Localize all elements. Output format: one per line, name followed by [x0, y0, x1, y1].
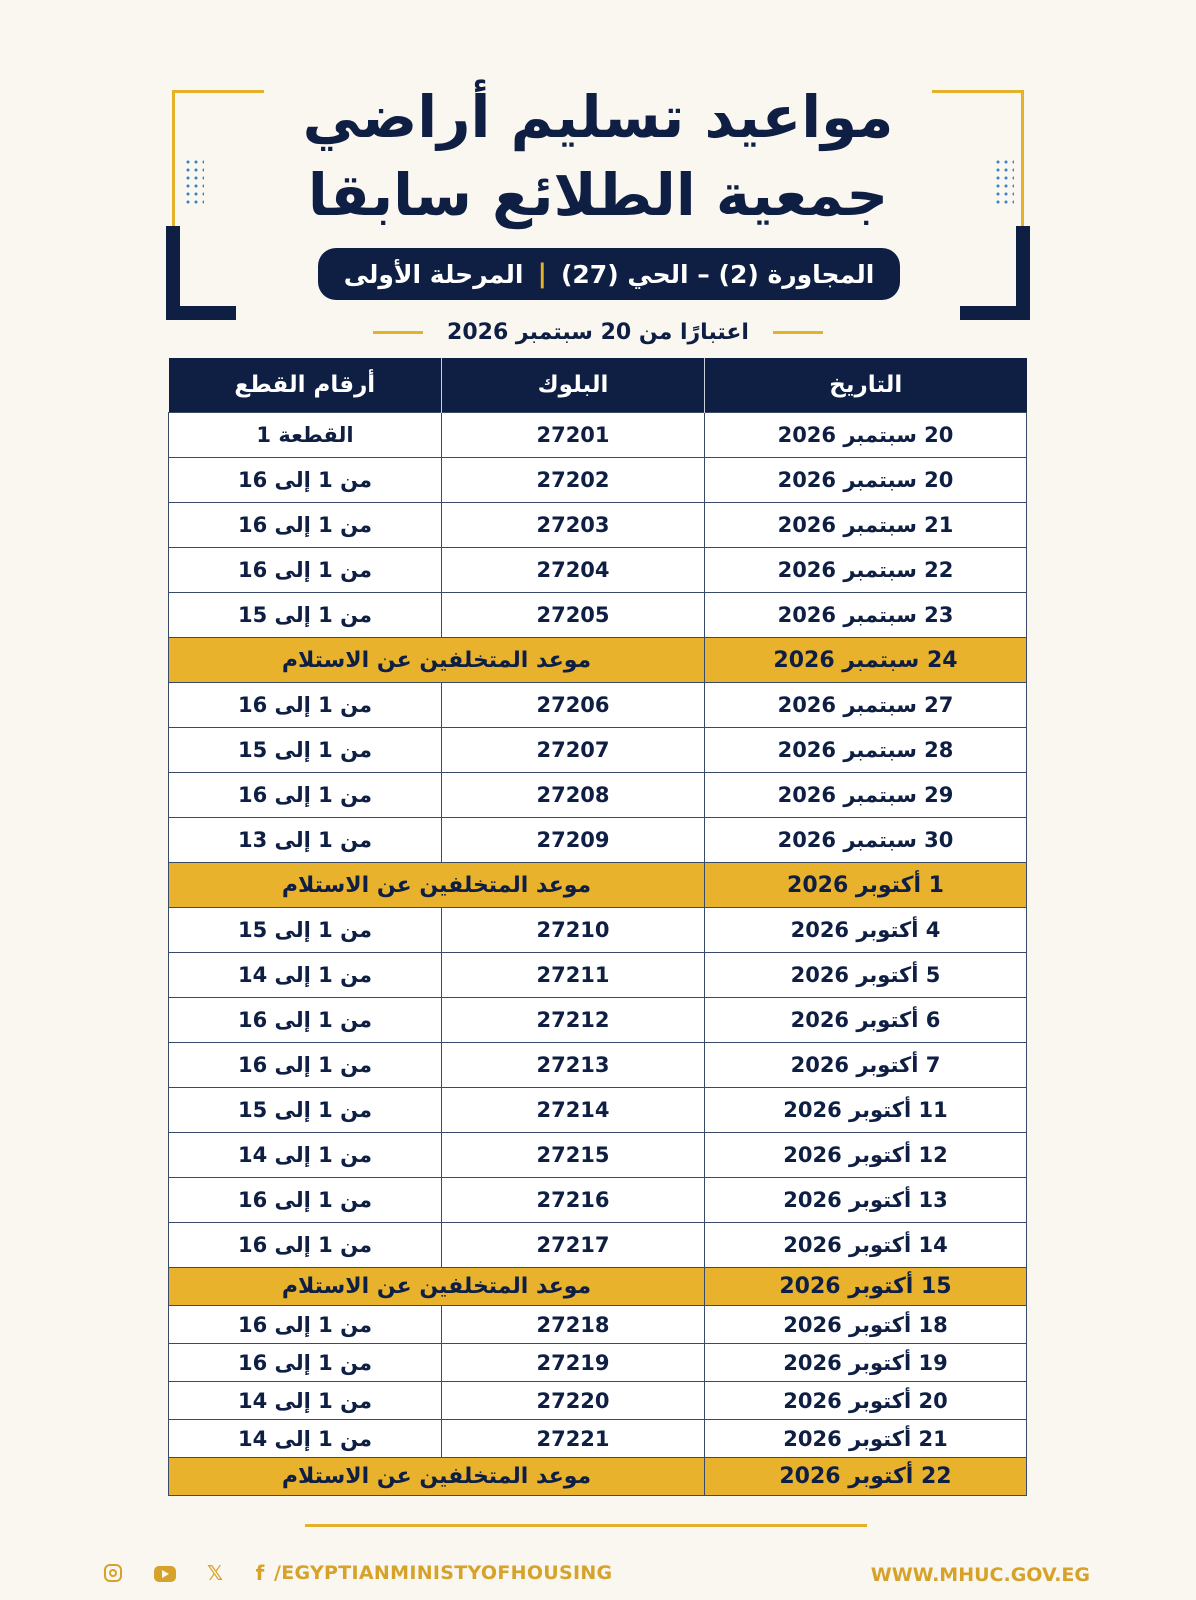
cell-date: 15 أكتوبر 2026 [705, 1268, 1027, 1306]
cell-plots: من 1 إلى 14 [169, 1133, 442, 1178]
pill-separator: | [537, 259, 547, 289]
table-header-row [169, 358, 1027, 413]
cell-date: 18 أكتوبر 2026 [705, 1306, 1027, 1344]
cell-plots: من 1 إلى 15 [169, 593, 442, 638]
dots-left [184, 158, 204, 206]
cell-block: 27212 [442, 998, 705, 1043]
cell-plots: من 1 إلى 16 [169, 1043, 442, 1088]
cell-date: 12 أكتوبر 2026 [705, 1133, 1027, 1178]
x-icon[interactable]: 𝕏 [206, 1561, 224, 1585]
cell-plots: من 1 إلى 16 [169, 773, 442, 818]
since-text: اعتبارًا من 20 سبتمبر 2026 [447, 319, 749, 345]
cell-block: 27216 [442, 1178, 705, 1223]
table-row [169, 818, 1027, 863]
cell-note: موعد المتخلفين عن الاستلام [169, 1458, 705, 1496]
cell-plots: من 1 إلى 16 [169, 1178, 442, 1223]
table-row [169, 503, 1027, 548]
cell-plots: من 1 إلى 14 [169, 1382, 442, 1420]
table-row [169, 1344, 1027, 1382]
cell-block: 27204 [442, 548, 705, 593]
cell-note: موعد المتخلفين عن الاستلام [169, 863, 705, 908]
cell-plots: من 1 إلى 14 [169, 953, 442, 998]
cell-date: 1 أكتوبر 2026 [705, 863, 1027, 908]
cell-plots: من 1 إلى 13 [169, 818, 442, 863]
since-bar-left [373, 331, 423, 334]
title-line-2: جمعية الطلائع سابقا [307, 161, 889, 229]
cell-block: 27218 [442, 1306, 705, 1344]
table-row-highlight [169, 863, 1027, 908]
footer [0, 1560, 1196, 1590]
table-row [169, 998, 1027, 1043]
cell-plots: من 1 إلى 16 [169, 998, 442, 1043]
cell-block: 27207 [442, 728, 705, 773]
table-row [169, 1133, 1027, 1178]
cell-block: 27206 [442, 683, 705, 728]
title-line-1: مواعيد تسليم أراضي [302, 83, 894, 151]
youtube-icon[interactable] [154, 1566, 176, 1582]
cell-plots: من 1 إلى 16 [169, 503, 442, 548]
cell-block: 27215 [442, 1133, 705, 1178]
cell-plots: من 1 إلى 15 [169, 728, 442, 773]
cell-date: 30 سبتمبر 2026 [705, 818, 1027, 863]
cell-date: 28 سبتمبر 2026 [705, 728, 1027, 773]
cell-date: 20 سبتمبر 2026 [705, 458, 1027, 503]
cell-block: 27211 [442, 953, 705, 998]
schedule-table [168, 358, 1027, 1496]
cell-date: 21 أكتوبر 2026 [705, 1420, 1027, 1458]
cell-date: 6 أكتوبر 2026 [705, 998, 1027, 1043]
table-row [169, 548, 1027, 593]
frame-gold-top-left [172, 90, 264, 93]
table-row [169, 413, 1027, 458]
social-handle[interactable]: /EGYPTIANMINISTYOFHOUSING [274, 1562, 613, 1584]
table-row [169, 728, 1027, 773]
cell-plots: من 1 إلى 16 [169, 683, 442, 728]
since-row [0, 312, 1196, 352]
facebook-icon[interactable]: f [255, 1561, 265, 1585]
phase-text: المرحلة الأولى [343, 259, 524, 289]
cell-date: 7 أكتوبر 2026 [705, 1043, 1027, 1088]
cell-plots: من 1 إلى 16 [169, 1344, 442, 1382]
cell-block: 27214 [442, 1088, 705, 1133]
table-row [169, 593, 1027, 638]
cell-block: 27210 [442, 908, 705, 953]
table-row [169, 773, 1027, 818]
cell-block: 27219 [442, 1344, 705, 1382]
cell-block: 27208 [442, 773, 705, 818]
table-row-highlight [169, 638, 1027, 683]
location-pill [318, 248, 900, 300]
cell-plots: من 1 إلى 15 [169, 908, 442, 953]
cell-date: 27 سبتمبر 2026 [705, 683, 1027, 728]
frame-gold-left [172, 90, 175, 228]
website-link[interactable]: WWW.MHUC.GOV.EG [870, 1564, 1090, 1586]
cell-date: 22 سبتمبر 2026 [705, 548, 1027, 593]
table-row-highlight [169, 1458, 1027, 1496]
cell-date: 20 أكتوبر 2026 [705, 1382, 1027, 1420]
cell-block: 27202 [442, 458, 705, 503]
cell-plots: من 1 إلى 16 [169, 458, 442, 503]
cell-date: 11 أكتوبر 2026 [705, 1088, 1027, 1133]
table-row [169, 1420, 1027, 1458]
header-block: البلوك [442, 358, 705, 413]
table-row [169, 908, 1027, 953]
dots-right [994, 158, 1014, 206]
cell-plots: القطعة 1 [169, 413, 442, 458]
table-row [169, 458, 1027, 503]
cell-plots: من 1 إلى 16 [169, 1223, 442, 1268]
cell-date: 21 سبتمبر 2026 [705, 503, 1027, 548]
cell-block: 27201 [442, 413, 705, 458]
cell-block: 27203 [442, 503, 705, 548]
table-row-highlight [169, 1268, 1027, 1306]
cell-note: موعد المتخلفين عن الاستلام [169, 1268, 705, 1306]
cell-block: 27217 [442, 1223, 705, 1268]
cell-date: 24 سبتمبر 2026 [705, 638, 1027, 683]
cell-date: 13 أكتوبر 2026 [705, 1178, 1027, 1223]
bottom-divider [305, 1524, 867, 1527]
frame-gold-right [1021, 90, 1024, 228]
cell-block: 27205 [442, 593, 705, 638]
cell-block: 27220 [442, 1382, 705, 1420]
cell-plots: من 1 إلى 15 [169, 1088, 442, 1133]
cell-date: 22 أكتوبر 2026 [705, 1458, 1027, 1496]
table-row [169, 683, 1027, 728]
cell-date: 14 أكتوبر 2026 [705, 1223, 1027, 1268]
table-row [169, 1223, 1027, 1268]
location-text: المجاورة (2) – الحي (27) [560, 259, 875, 289]
table-body [169, 413, 1027, 1496]
cell-date: 5 أكتوبر 2026 [705, 953, 1027, 998]
cell-date: 19 أكتوبر 2026 [705, 1344, 1027, 1382]
table-row [169, 1043, 1027, 1088]
cell-block: 27213 [442, 1043, 705, 1088]
table-row [169, 1306, 1027, 1344]
table-row [169, 953, 1027, 998]
since-bar-right [773, 331, 823, 334]
cell-date: 29 سبتمبر 2026 [705, 773, 1027, 818]
cell-plots: من 1 إلى 16 [169, 548, 442, 593]
table-row [169, 1088, 1027, 1133]
cell-block: 27221 [442, 1420, 705, 1458]
cell-note: موعد المتخلفين عن الاستلام [169, 638, 705, 683]
cell-date: 23 سبتمبر 2026 [705, 593, 1027, 638]
table-row [169, 1382, 1027, 1420]
cell-date: 4 أكتوبر 2026 [705, 908, 1027, 953]
header-date: التاريخ [705, 358, 1027, 413]
header-plots: أرقام القطع [169, 358, 442, 413]
cell-block: 27209 [442, 818, 705, 863]
cell-plots: من 1 إلى 16 [169, 1306, 442, 1344]
cell-date: 20 سبتمبر 2026 [705, 413, 1027, 458]
cell-plots: من 1 إلى 14 [169, 1420, 442, 1458]
frame-gold-top-right [932, 90, 1024, 93]
table-row [169, 1178, 1027, 1223]
instagram-icon[interactable] [104, 1564, 122, 1582]
